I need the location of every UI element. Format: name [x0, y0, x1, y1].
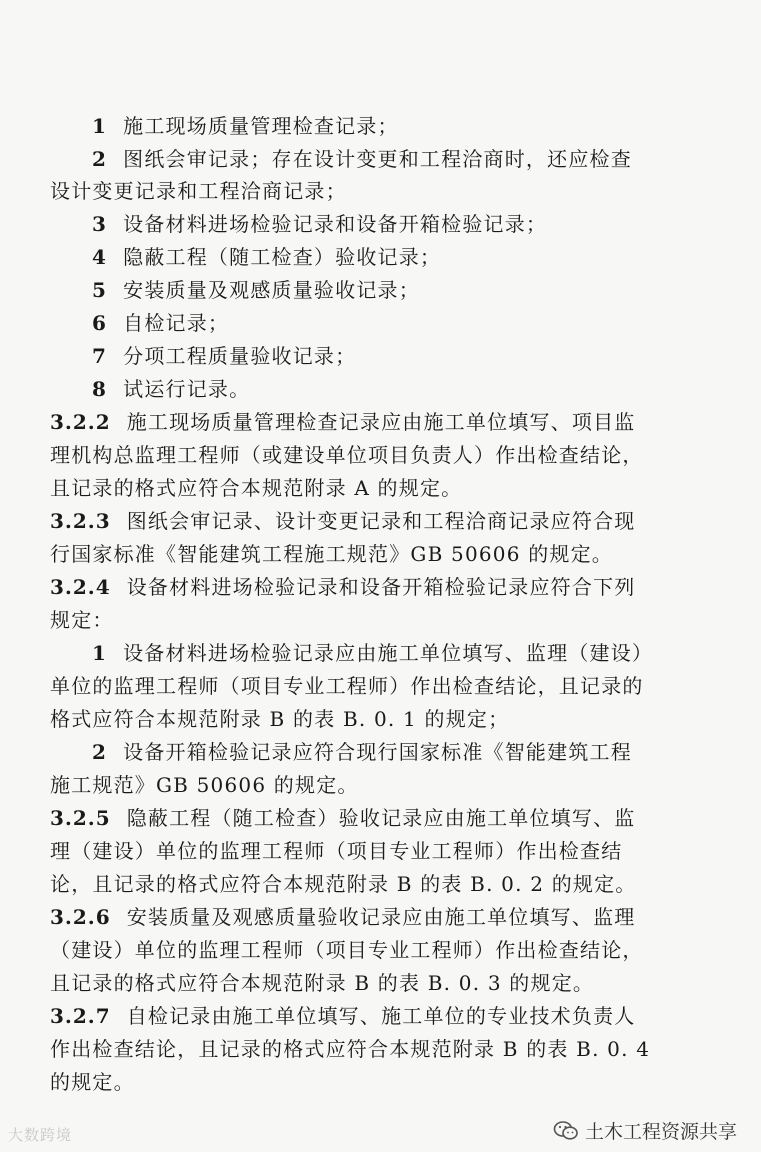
clause-3-2-2 — [50, 408, 636, 436]
clause-text: 自检记录由施工单位填写、施工单位的专业技术负责人 — [126, 1004, 636, 1028]
item-text: 图纸会审记录；存在设计变更和工程洽商时，还应检查 — [123, 147, 632, 171]
item-number: 1 — [92, 641, 108, 665]
clause-text: 且记录的格式应符合本规范附录 A 的规定。 — [50, 476, 463, 500]
clause-3-2-7 — [50, 1002, 636, 1030]
item-number: 6 — [92, 311, 108, 335]
clause-text: 安装质量及观感质量验收记录应由施工单位填写、监理 — [126, 905, 636, 929]
clause-text-line — [50, 771, 359, 799]
clause-text: 施工规范》GB 50606 的规定。 — [50, 773, 359, 797]
clause-text: 论，且记录的格式应符合本规范附录 B 的表 B. 0. 2 的规定。 — [50, 872, 637, 896]
clause-text-line — [50, 936, 644, 964]
clause-text-line — [50, 672, 644, 700]
item-text: 分项工程质量验收记录； — [123, 344, 357, 368]
watermark-left — [8, 1124, 72, 1145]
clause-text: 规定： — [50, 608, 114, 632]
clause-text-line — [50, 705, 509, 733]
item-number: 8 — [92, 377, 108, 401]
clause-number: 3.2.3 — [50, 509, 111, 533]
clause-text: 理机构总监理工程师（或建设单位项目负责人）作出检查结论， — [50, 443, 644, 467]
item-number: 1 — [92, 114, 108, 138]
clause-text-line — [50, 441, 644, 469]
clause-3-2-4 — [50, 573, 636, 601]
clause-text: 理（建设）单位的监理工程师（项目专业工程师）作出检查结 — [50, 839, 623, 863]
clause-text: 的规定。 — [50, 1070, 135, 1094]
list-item — [92, 375, 250, 403]
item-text: 隐蔽工程（随工检查）验收记录； — [123, 245, 442, 269]
item-text: 设备开箱检验记录应符合现行国家标准《智能建筑工程 — [123, 740, 632, 764]
watermark-text: 土木工程资源共享 — [585, 1121, 738, 1143]
clause-text-line — [50, 1068, 135, 1096]
item-text: 设备材料进场检验记录应由施工单位填写、监理（建设） — [123, 641, 654, 665]
item-text: 施工现场质量管理检查记录； — [123, 114, 399, 138]
clause-text: 施工现场质量管理检查记录应由施工单位填写、项目监 — [126, 410, 636, 434]
list-item — [92, 112, 399, 140]
clause-text: 设备材料进场检验记录和设备开箱检验记录应符合下列 — [126, 575, 636, 599]
clause-text: 且记录的格式应符合本规范附录 B 的表 B. 0. 3 的规定。 — [50, 971, 595, 995]
wechat-icon — [553, 1120, 579, 1142]
clause-number: 3.2.7 — [50, 1004, 111, 1028]
list-item-continuation — [50, 177, 347, 205]
clause-number: 3.2.5 — [50, 806, 111, 830]
sub-item — [92, 738, 632, 766]
clause-text: 行国家标准《智能建筑工程施工规范》GB 50606 的规定。 — [50, 542, 614, 566]
clause-text: 图纸会审记录、设计变更记录和工程洽商记录应符合现 — [126, 509, 636, 533]
item-text: 试运行记录。 — [123, 377, 251, 401]
clause-text: （建设）单位的监理工程师（项目专业工程师）作出检查结论， — [50, 938, 644, 962]
list-item — [92, 276, 420, 304]
item-text: 自检记录； — [123, 311, 230, 335]
item-text: 设计变更记录和工程洽商记录； — [50, 179, 347, 203]
clause-text: 单位的监理工程师（项目专业工程师）作出检查结论，且记录的 — [50, 674, 644, 698]
watermark-right — [553, 1117, 737, 1144]
item-text: 安装质量及观感质量验收记录； — [123, 278, 420, 302]
list-item — [92, 309, 229, 337]
item-number: 7 — [92, 344, 108, 368]
clause-text: 隐蔽工程（随工检查）验收记录应由施工单位填写、监 — [126, 806, 636, 830]
clause-text-line — [50, 540, 613, 568]
watermark-text: 大数跨境 — [8, 1126, 73, 1144]
clause-3-2-3 — [50, 507, 636, 535]
clause-text-line — [50, 870, 637, 898]
clause-3-2-6 — [50, 903, 636, 931]
list-item — [92, 243, 441, 271]
clause-3-2-5 — [50, 804, 636, 832]
list-item — [92, 342, 356, 370]
item-text: 设备材料进场检验记录和设备开箱检验记录； — [123, 212, 548, 236]
item-number: 5 — [92, 278, 108, 302]
clause-text-line — [50, 837, 622, 865]
item-number: 4 — [92, 245, 108, 269]
clause-text-line — [50, 606, 114, 634]
clause-number: 3.2.4 — [50, 575, 111, 599]
item-number: 3 — [92, 212, 108, 236]
clause-text-line — [50, 969, 594, 997]
item-number: 2 — [92, 740, 108, 764]
clause-number: 3.2.6 — [50, 905, 111, 929]
clause-text: 作出检查结论，且记录的格式应符合本规范附录 B 的表 B. 0. 4 — [50, 1037, 651, 1061]
clause-number: 3.2.2 — [50, 410, 111, 434]
list-item — [92, 210, 547, 238]
list-item — [92, 145, 632, 173]
sub-item — [92, 639, 653, 667]
item-number: 2 — [92, 147, 108, 171]
clause-text-line — [50, 1035, 650, 1063]
clause-text: 格式应符合本规范附录 B 的表 B. 0. 1 的规定； — [50, 707, 510, 731]
clause-text-line — [50, 474, 462, 502]
